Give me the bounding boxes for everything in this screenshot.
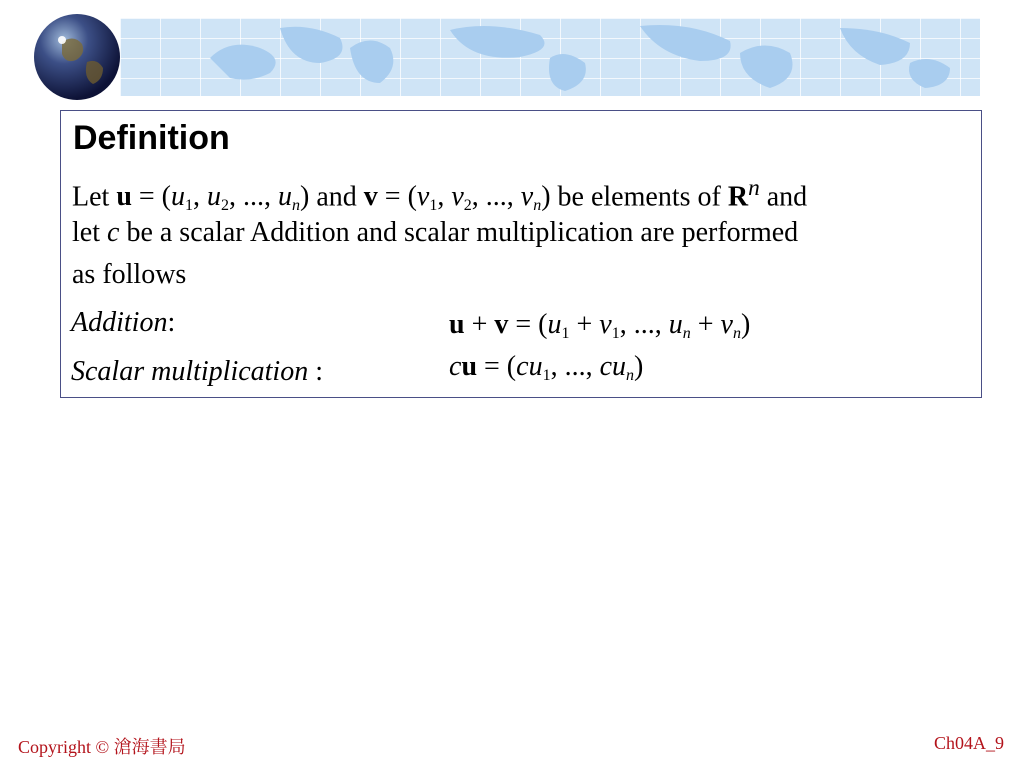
scalar-c: c: [107, 217, 120, 248]
copyright-text: Copyright © 滄海書局: [18, 737, 186, 757]
globe-icon: [32, 12, 122, 102]
and-text: and: [316, 181, 357, 213]
be-elements-of-text: be elements of: [557, 181, 721, 213]
slide-page-label: Ch04A_9: [933, 733, 1004, 753]
addition-label: Addition: [71, 307, 168, 338]
dimension-n: n: [748, 175, 760, 201]
definition-heading: Definition: [73, 119, 230, 157]
real-space-symbol: R: [727, 181, 749, 213]
scalar-description: be a scalar Addition and scalar multiplication are performed: [126, 217, 799, 248]
scalar-colon: :: [315, 356, 323, 387]
definition-box: [60, 110, 982, 398]
let-text: Let: [72, 181, 110, 213]
scalar-label-row: [71, 356, 323, 388]
definition-line-1: [72, 175, 807, 215]
addition-formula: $u + v = (u_1 + v_1$, ..., $u_n + v_n$): [449, 309, 751, 342]
definition-line-3: as follows: [72, 259, 187, 290]
vector-u-formula: $u = (u_1$, $u_2$, ..., $u_n$): [116, 181, 317, 215]
scalar-formula: cu = ($cu_1$, ..., $cu_n$): [449, 351, 644, 384]
addition-colon: :: [167, 307, 176, 338]
world-map-banner: [120, 18, 980, 96]
addition-label-row: [71, 307, 175, 339]
world-map-decoration: [120, 18, 980, 96]
definition-line-2: [72, 217, 798, 249]
scalar-multiplication-label: Scalar multiplication: [71, 356, 309, 387]
let-text-2: let: [72, 217, 100, 248]
vector-v-formula: $v = (v_1$, $v_2$, ..., $v_n$): [363, 181, 558, 215]
and-text-end: and: [766, 181, 808, 213]
